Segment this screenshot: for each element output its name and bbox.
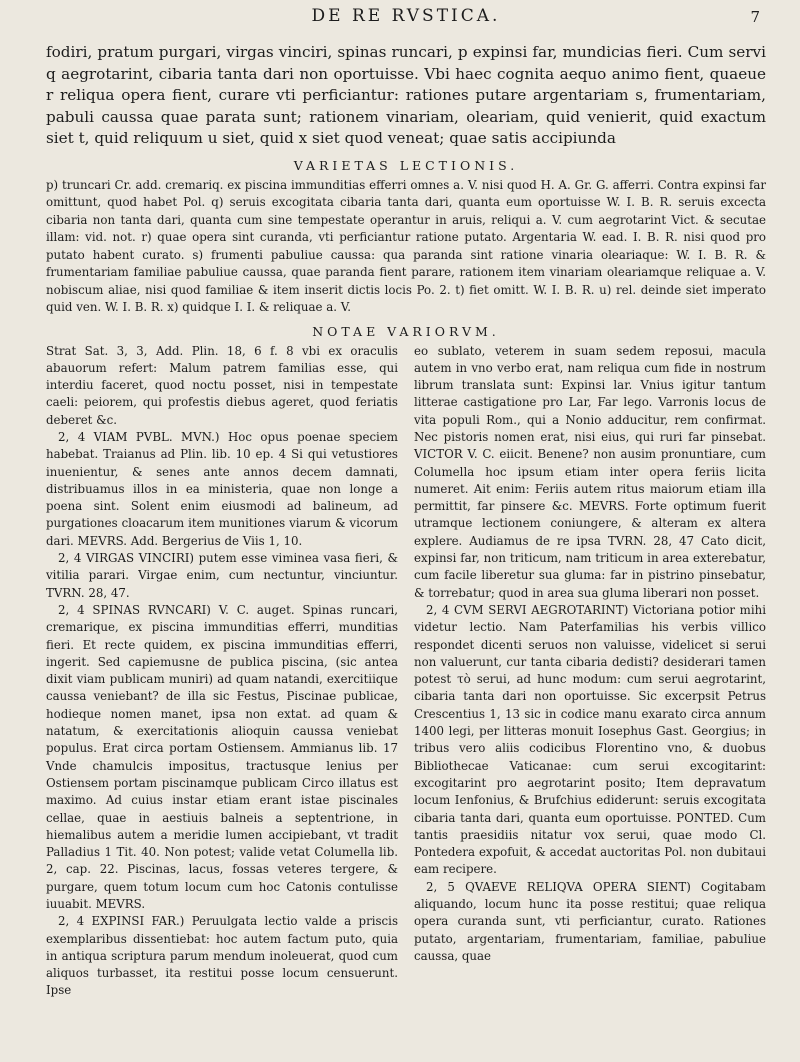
notes-right-column xyxy=(414,343,766,1000)
notes-left-column xyxy=(46,343,398,1000)
note-paragraph: 2, 4 VIAM PVBL. MVN.) Hoc opus poenae speciem habebat. Traianus ad Plin. lib. 10 ep. 4 Si qui vetustiores inuenientur, & senes ante annos decem damnati, distribuamus illos in ea ministeria, quae non longe a poena sint. Solent enim eiusmodi ad balineum, ad purgationes cloacarum item munitiones viarum & vicorum dari. MEVRS. Add. Bergerius de Viis 1, 10. xyxy=(46,429,398,548)
note-paragraph: 2, 4 EXPINSI FAR.) Peruulgata lectio valde a priscis exemplaribus dissentiebat: hoc autem factum puto, quia in antiqua scriptura parum mendum inoleuerat, quod cum aliquos turbasset, ita restitui posse locum censuerunt. Ipse xyxy=(46,914,398,998)
running-title: DE RE RVSTICA. xyxy=(311,6,501,26)
variants-heading: VARIETAS LECTIONIS. xyxy=(293,157,519,173)
note-paragraph: 2, 5 QVAEVE RELIQVA OPERA SIENT) Cogitabam aliquando, locum hunc ita posse restitui; quae reliqua opera curanda sunt, vti perficiantur, curato. Rationes putato, argentariam, frumentariam, familiae, pabuliue caussa, quae xyxy=(414,879,766,963)
note-paragraph: 2, 4 SPINAS RVNCARI) V. C. auget. Spinas runcari, cremarique, ex piscina immunditias efferri, munditias fieri. Et recte quidem, ex piscina immunditias efferri, ingerit. Sed capiemusne de publica piscina, (sic antea dixit viam publicam muniri) ad quam natandi, exercitiique caussa veniebant? de illa sic Festus, Piscinae publicae, hodieque nomen manet, ipsa non extat. ad quam & natatum, & exercitationis alioquin caussa veniebat populus. Erat circa portam Ostiensem. Ammianus lib. 17 Vnde chamulcis impositus, tractusque lenius per Ostiensem portam piscinamque publicam Circo illatus est maximo. Ad cuius instar etiam erant istae piscinales cellae, quae in aestiuis balneis a septentrione, in hiemalibus autem a meridie lumen accipiebant, vt tradit Palladius 1 Tit. 40. Non potest; valide vetat Columella lib. 2, cap. 22. Piscinas, lacus, fossas veteres tergere, & purgare, quem totum locum cum hoc Catonis contulisse iuuabit. MEVRS. xyxy=(46,602,398,911)
variants-text: p) truncari Cr. add. cremariq. ex piscina immunditias efferri omnes a. V. nisi quod H. A. Gr. G. afferri. Contra expinsi far omittunt, quod habet Pol. q) seruis excogitata cibaria tanta dari, quanta eum oportuisse W. I. B. R. seruis excecta cibaria non tanta dari, quanta cum sine tempestate operantur in aruis, reliqui a. V. cum aegrotarint Vict. & secutae illam: vid. not. r) quae opera sint curanda, vti perficiantur ratione putato. Argentaria W. ead. I. B. R. nisi quod pro putato habent curato. s) frumenti pabuliue caussa: qua paranda sint ratione vinaria oleariaque: W. I. B. R. & frumentariam familiae pabuliue caussa, quae paranda fient parare, rationem item vinariam oleariamque reliquae a. V. nobiscum aliae, nisi quod familiae & item inserit dictis locis Po. 2. t) fiet omitt. W. I. B. R. u) rel. deinde siet imperato quid ven. W. I. B. R. x) quidque I. I. & reliquae a. V. xyxy=(46,177,766,314)
page-number: 7 xyxy=(750,8,760,26)
note-paragraph: eo sublato, veterem in suam sedem reposui, macula autem in vno verbo erat, nam reliqua cum fide in nostrum librum translata sunt: Expinsi lar. Vnius igitur tantum litterae castigatione pro Lar, Far lego. Varronis locus de vita populi Rom., qui a Nonio adducitur, rem confirmat. Nec pistoris nomen erat, nisi eius, qui ruri far pinsebat. VICTOR V. C. eiicit. Benene? non ausim pronuntiare, cum Columella hoc ipsum etiam inter opera feriis licita numeret. Ait enim: Feriis autem ritus maiorum etiam illa permittit, far pinsere &c. MEVRS. Forte optimum fuerit utramque lectionem coniungere, & alteram ex altera explere. Audiamus de re ipsa TVRN. 28, 47 Cato dicit, expinsi far, non triticum, nam triticum in area exterebatur, cum facile liberetur sua gluma: far in pistrino pinsebatur, & torrebatur; quod in area sua gluma liberari non posset. xyxy=(414,343,766,600)
notes-columns xyxy=(46,343,766,1000)
running-head xyxy=(46,0,766,40)
note-paragraph: 2, 4 CVM SERVI AEGROTARINT) Victoriana potior mihi videtur lectio. Nam Paterfamilias his verbis villico respondet dicenti seruos non valuisse, videlicet si serui non valuerunt, cur tanta cibaria dedisti? desiderari tamen potest τὸ serui, ad hunc modum: cum serui aegrotarint, cibaria tanta dari non oportuisse. Sic excerpsit Petrus Crescentius 1, 13 sic in codice manu exarato circa annum 1400 legi, per litteras monuit Iosephus Gast. Georgius; in tribus vero aliis codicibus Florentino vno, & duobus Bibliothecae Vaticanae: cum serui excogitarint: excogitarint pro aegrotarint posito; Item depravatum locum Ienfonius, & Brufchius ediderunt: seruis excogitata cibaria tanta dari, quanta eum oportuisse. PONTED. Cum tantis praesidiis nitatur vox serui, quae modo Cl. Pontedera expofuit, & accedat auctoritas Pol. non dubitaui eam recipere. xyxy=(414,602,766,877)
notes-heading: NOTAE VARIORVM. xyxy=(312,323,500,339)
note-paragraph: Strat Sat. 3, 3, Add. Plin. 18, 6 f. 8 vbi ex oraculis abauorum refert: Malum patrem familias esse, qui interdiu faceret, quod noctu posset, nisi in tempestate caeli: peiorem, qui profestis diebus ageret, quod feriatis deberet &c. xyxy=(46,343,398,427)
main-text: fodiri, pratum purgari, virgas vinciri, spinas runcari, p expinsi far, mundicias fieri. Cum servi q aegrotarint, cibaria tanta dari non oportuisse. Vbi haec cognita aequo animo fient, quaeue r reliqua opera fient, curare vti perficiantur: rationes putare argentariam s, frumentariam, pabuli caussa quae parata sunt; rationem vinariam, oleariam, quid venierit, quid exactum siet t, quid reliquum u siet, quid x siet quod veneat; quae satis accipiunda xyxy=(46,43,766,147)
note-paragraph: 2, 4 VIRGAS VINCIRI) putem esse viminea vasa fieri, & vitilia parari. Virgae enim, cum nectuntur, vinciuntur. TVRN. 28, 47. xyxy=(46,551,398,600)
